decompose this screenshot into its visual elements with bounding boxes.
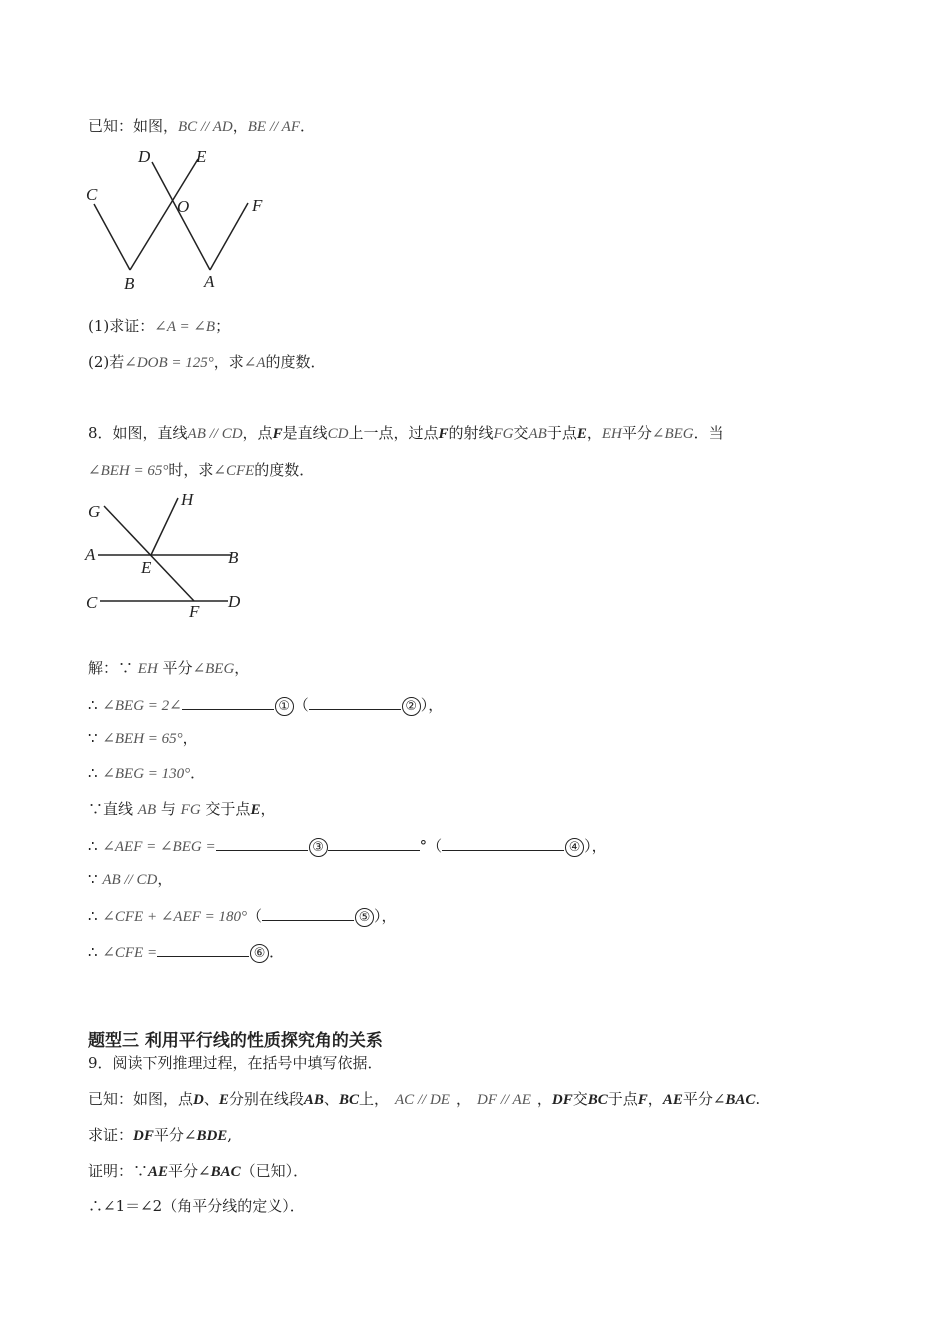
blank-6[interactable] — [157, 940, 249, 957]
blank-marker-5: ⑤ — [355, 908, 374, 927]
p8-line2: ∠BEH = 65°时，求∠CFE的度数． — [88, 461, 315, 479]
p8-sol-3: ∵ ∠BEH = 65°， — [88, 729, 198, 747]
p7-label-e: E — [196, 147, 207, 166]
blank-3a[interactable] — [216, 834, 308, 851]
p8-sol-6: ∴ ∠AEF = ∠BEG = ③ °（ ④ ）， — [88, 834, 607, 857]
p9-given: 已知：如图，点D、E分别在线段AB、BC上， AC // DE ， DF // AE ，DF交BC于点F，AE平分∠BAC. — [88, 1090, 761, 1108]
p8-sol-7: ∵ AB // CD， — [88, 870, 173, 888]
blank-1[interactable] — [182, 693, 274, 710]
p7-q2: (2)若∠DOB = 125°，求∠A的度数． — [88, 353, 326, 371]
p7-line-af — [210, 203, 248, 270]
p7-label-d: D — [138, 147, 151, 166]
p7-label-o: O — [177, 197, 190, 216]
p8-label-h: H — [181, 490, 194, 509]
p7-label-f: F — [252, 196, 263, 215]
p8-label-g: G — [88, 502, 101, 521]
p7-label-c: C — [86, 185, 98, 204]
p9-last: ∴∠1＝∠2（角平分线的定义）． — [88, 1197, 305, 1215]
p7-figure — [80, 140, 280, 300]
p8-label-b: B — [228, 548, 239, 567]
blank-3b[interactable] — [328, 834, 420, 851]
p8-label-c: C — [86, 593, 98, 612]
p7-line-da — [152, 162, 210, 270]
blank-4[interactable] — [442, 834, 564, 851]
section-heading: 题型三 利用平行线的性质探究角的关系 — [88, 1031, 383, 1051]
p8-sol-4: ∴ ∠BEG = 130°． — [88, 764, 206, 782]
blank-5[interactable] — [262, 904, 354, 921]
p8-sol-1: 解：∵ EH 平分∠BEG， — [88, 659, 250, 677]
p7-label-a: A — [204, 272, 215, 291]
p8-label-f: F — [189, 602, 200, 620]
p7-q1: (1)求证：∠A = ∠B； — [88, 317, 231, 335]
p8-sol-5: ∵直线 AB 与 FG 交于点E， — [88, 800, 276, 818]
blank-marker-1: ① — [275, 697, 294, 716]
p8-sol-8: ∴ ∠CFE + ∠AEF = 180°（ ⑤ ）， — [88, 904, 397, 927]
p8-label-d: D — [228, 592, 241, 611]
p7-given: 已知：如图，BC // AD，BE // AF． — [88, 117, 315, 135]
blank-marker-3: ③ — [309, 838, 328, 857]
p8-line1: 8．如图，直线AB // CD，点F是直线CD上一点，过点F的射线FG交AB于点E，EH平分∠BEG．当 — [88, 424, 724, 442]
blank-2[interactable] — [309, 693, 401, 710]
p9-prove: 求证：DF平分∠BDE, — [88, 1126, 233, 1144]
p8-sol-9: ∴ ∠CFE = ⑥ ． — [88, 940, 284, 963]
blank-marker-6: ⑥ — [250, 944, 269, 963]
p7-line-cb — [94, 204, 130, 270]
p8-figure — [82, 490, 262, 620]
p8-label-a: A — [85, 545, 96, 564]
p8-ray-eh — [151, 498, 178, 555]
p9-line1: 9．阅读下列推理过程，在括号中填写依据． — [88, 1054, 383, 1072]
p9-proof: 证明：∵AE平分∠BAC（已知）． — [88, 1162, 309, 1180]
blank-marker-2: ② — [402, 697, 421, 716]
blank-marker-4: ④ — [565, 838, 584, 857]
p8-label-e: E — [141, 558, 152, 577]
p8-ray-fg — [104, 506, 194, 601]
p7-label-b: B — [124, 274, 135, 293]
p8-sol-2: ∴ ∠BEG = 2∠ ① （ ② ）， — [88, 693, 443, 716]
